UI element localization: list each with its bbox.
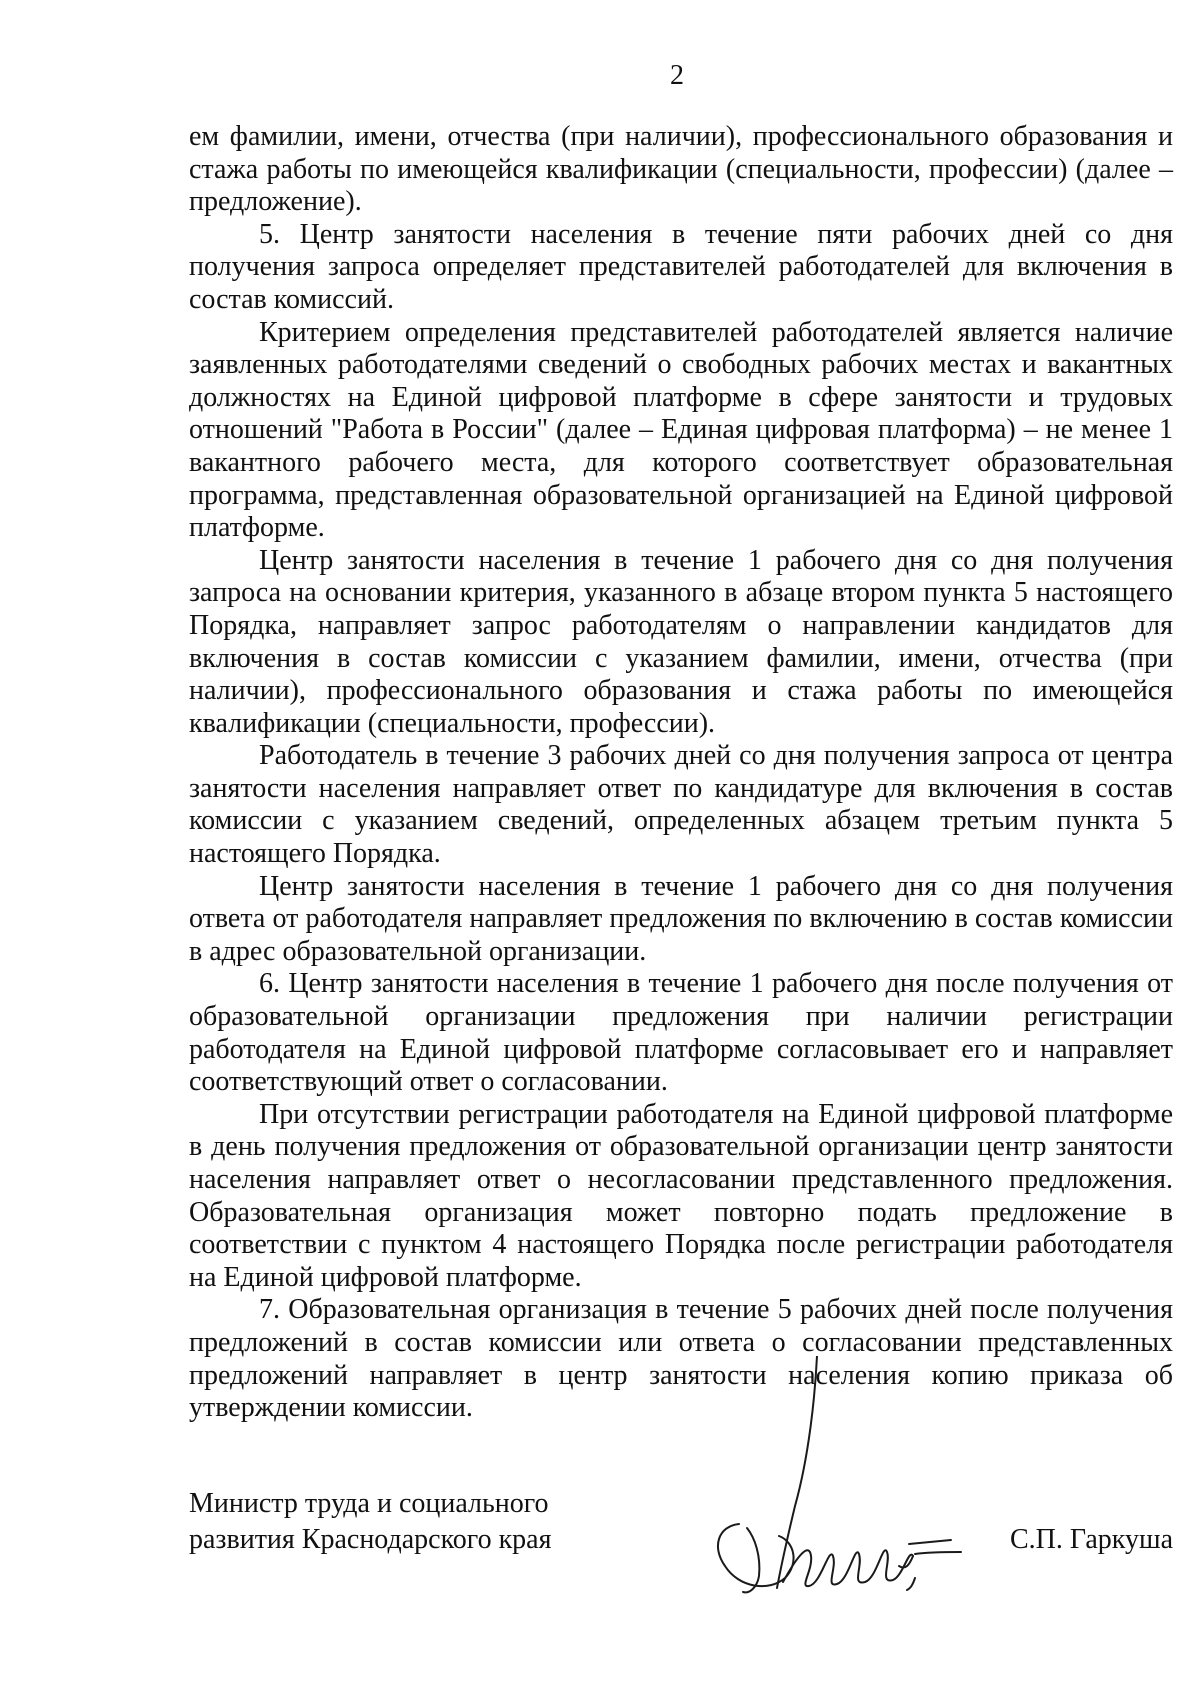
- signer-name: С.П. Гаркуша: [1009, 1524, 1173, 1555]
- page-number: 2: [670, 60, 684, 91]
- signer-position-line-1: Министр труда и социального: [189, 1488, 549, 1519]
- handwritten-signature: [699, 1356, 1019, 1616]
- signer-position-line-2: развития Краснодарского края: [189, 1524, 552, 1555]
- paragraph-proposals-sent: Центр занятости населения в течение 1 рабочего дня со дня получения ответа от работодателя направляет предложения по включению в состав комиссии в адрес образовательной организации.: [189, 870, 1173, 967]
- signature-block: [189, 1486, 1173, 1606]
- paragraph-employer-response: Работодатель в течение 3 рабочих дней со дня получения запроса от центра занятости населения направляет ответ по кандидатуре для включения в состав комиссии с указанием сведений, определенных абзацем третьим пункта 5 настоящего Порядка.: [189, 740, 1173, 870]
- signer-position: [189, 1486, 551, 1558]
- paragraph-request-to-employers: Центр занятости населения в течение 1 рабочего дня со дня получения запроса на основании критерия, указанного в абзаце втором пункта 5 настоящего Порядка, направляет запрос работодателям о направлении кандидатов для включения в состав комиссии с указанием фамилии, имени, отчества (при наличии), профессионального образования и стажа работы по имеющейся квалификации (специальности, профессии).: [189, 544, 1173, 739]
- paragraph-no-registration: При отсутствии регистрации работодателя на Единой цифровой платформе в день получения предложения от образовательной организации центр занятости населения направляет ответ о несогласовании представленного предложения. Образовательная организация может повторно подать предложение в соответствии с пунктом 4 настоящего Порядка после регистрации работодателя на Единой цифровой платформе.: [189, 1098, 1173, 1293]
- paragraph-criterion: Критерием определения представителей работодателей является наличие заявленных работодателями сведений о свободных рабочих местах и вакантных должностях на Единой цифровой платформе в сфере занятости и трудовых отношений "Работа в России" (далее – Единая цифровая платформа) – не менее 1 вакантного рабочего места, для которого соответствует образовательная программа, представленная образовательной организацией на Единой цифровой платформе.: [189, 316, 1173, 544]
- paragraph-item-6: 6. Центр занятости населения в течение 1 рабочего дня после получения от образовательной организации предложения при наличии регистрации работодателя на Единой цифровой платформе согласовывает его и направляет соответствующий ответ о согласовании.: [189, 968, 1173, 1098]
- paragraph-item-5: 5. Центр занятости населения в течение пяти рабочих дней со дня получения запроса определяет представителей работодателей для включения в состав комиссий.: [189, 218, 1173, 315]
- paragraph-continuation: ем фамилии, имени, отчества (при наличии), профессионального образования и стажа работы по имеющейся квалификации (специальности, профессии) (далее – предложение).: [189, 121, 1173, 218]
- paragraph-item-7: 7. Образовательная организация в течение 5 рабочих дней после получения предложений в состав комиссии или ответа о согласовании представленных предложений направляет в центр занятости населения копию приказа об утверждении комиссии.: [189, 1294, 1173, 1424]
- document-body: [189, 121, 1173, 1425]
